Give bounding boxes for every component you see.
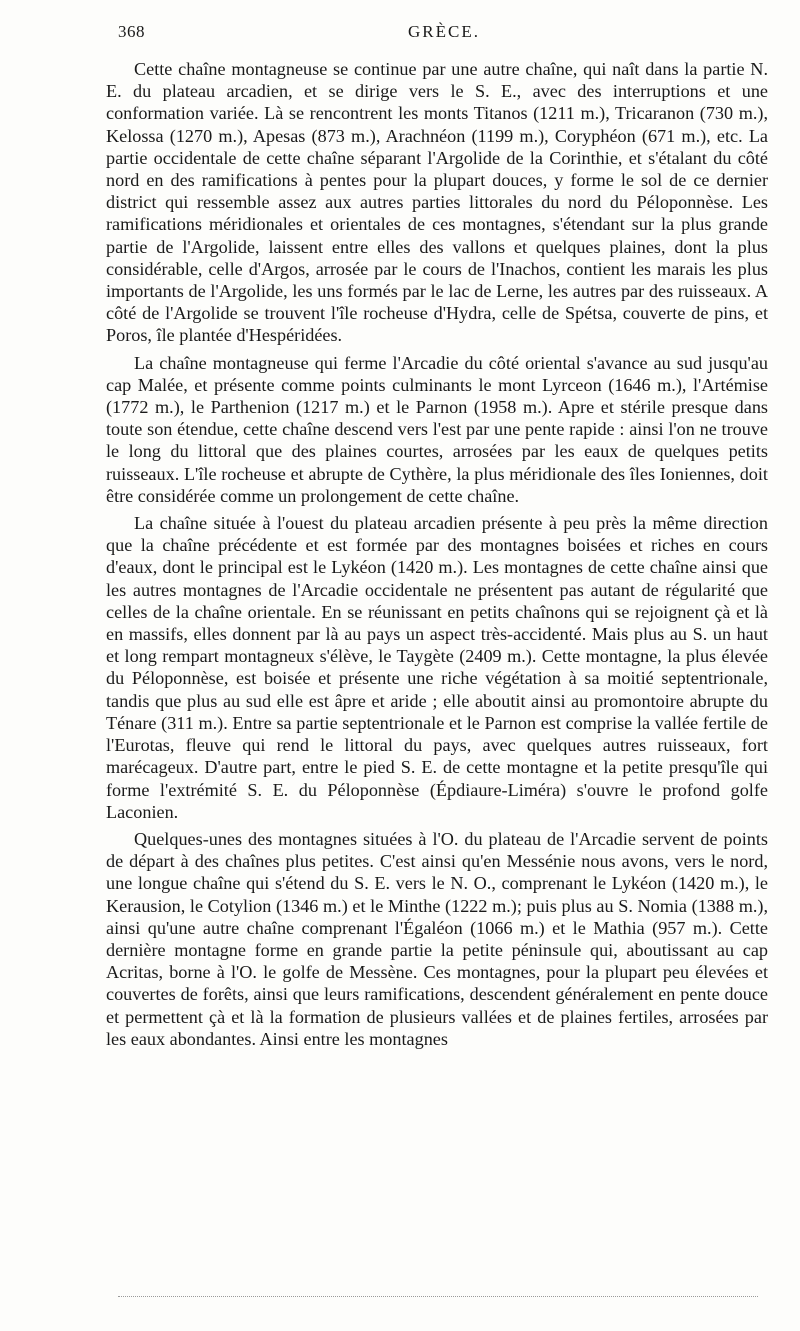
page-header	[118, 22, 770, 48]
paragraph-messenia: Quelques-unes des montagnes situées à l'O. du plateau de l'Arcadie servent de points de départ à des chaînes plus petites. C'est ainsi qu'en Messénie nous avons, vers le nord, une longue chaîne qui s'étend du S. E. vers le N. O., comprenant le Lykéon (1420 m.), le Kerausion, le Cotylion (1346 m.) et le Minthe (1222 m.); puis plus au S. Nomia (1388 m.), ainsi qu'une autre chaîne comprenant l'Égaléon (1066 m.) et le Mathia (957 m.). Cette dernière montagne forme en grande partie la petite péninsule qui, aboutissant au cap Acritas, borne à l'O. le golfe de Messène. Ces montagnes, pour la plupart peu élevées et couvertes de forêts, ainsi que leurs ramifications, descendent généralement en pente douce et permettent çà et là la formation de plusieurs vallées et de plaines fertiles, arrosées par les eaux abondantes. Ainsi entre les montagnes	[106, 828, 768, 1049]
page-number: 368	[118, 22, 145, 41]
body-text	[106, 58, 768, 1055]
paragraph-eastern-chain: La chaîne montagneuse qui ferme l'Arcadie du côté oriental s'avance au sud jusqu'au cap Malée, et présente comme points culminants le mont Lyrceon (1646 m.), l'Artémise (1772 m.), le Parthenion (1217 m.) et le Parnon (1958 m.). Apre et stérile presque dans toute son étendue, cette chaîne descend vers l'est par une pente rapide : ainsi l'on ne trouve le long du littoral que des plaines courtes, arrosées par les eaux de quelques petits ruisseaux. L'île rocheuse et abrupte de Cythère, la plus méridionale des îles Ioniennes, doit être considérée comme un prolongement de cette chaîne.	[106, 352, 768, 506]
running-title: GRÈCE.	[408, 22, 480, 41]
paragraph-argolide: Cette chaîne montagneuse se continue par une autre chaîne, qui naît dans la partie N. E. du plateau arcadien, et se dirige vers le S. E., avec des interruptions et une conformation variée. Là se rencontrent les monts Titanos (1211 m.), Tricaranon (730 m.), Kelossa (1270 m.), Apesas (873 m.), Arachnéon (1199 m.), Coryphéon (671 m.), etc. La partie occidentale de cette chaîne séparant l'Argolide de la Corinthie, et s'étalant du côté nord en des ramifications à pentes pour la plupart douces, y forme le sol de ce dernier district qui ressemble assez aux autres parties littorales du nord du Péloponnèse. Les ramifications méridionales et orientales de ces montagnes, s'étendant sur la plus grande partie de l'Argolide, laissent entre elles des vallons et quelques plaines, dont la plus considérable, celle d'Argos, arrosée par le cours de l'Inachos, contient les marais les plus importants de l'Argolide, les uns formés par le lac de Lerne, les autres par des ruisseaux. A côté de l'Argolide se trouvent l'île rocheuse d'Hydra, celle de Spétsa, couverte de pins, et Poros, île plantée d'Hespéridées.	[106, 59, 768, 346]
paragraph-western-chain: La chaîne située à l'ouest du plateau arcadien présente à peu près la même direction que la chaîne précédente et est formée par des montagnes boisées et riches en cours d'eaux, dont le principal est le Lykéon (1420 m.). Les montagnes de cette chaîne ainsi que les autres montagnes de l'Arcadie occidentale ne présentent pas autant de régularité que celles de la chaîne orientale. En se réunissant en petits chaînons qui se rejoignent çà et là en massifs, elles donnent par là au pays un aspect très-accidenté. Mais plus au S. un haut et long rempart montagneux s'élève, le Taygète (2409 m.). Cette montagne, la plus élevée du Péloponnèse, est boisée et présente une riche végétation à sa moitié septentrionale, tandis que plus au sud elle est âpre et aride ; elle aboutit ainsi au promontoire abrupte du Ténare (311 m.). Entre sa partie septentrionale et le Parnon est comprise la vallée fertile de l'Eurotas, fleuve qui rend le littoral du pays, avec quelques autres ruisseaux, fort marécageux. D'autre part, entre le pied S. E. de cette montagne et la petite presqu'île qui forme l'extrémité S. E. du Péloponnèse (Épdiaure-Liméra) s'ouvre le profond golfe Laconien.	[106, 513, 768, 822]
footer-rule	[118, 1296, 758, 1297]
